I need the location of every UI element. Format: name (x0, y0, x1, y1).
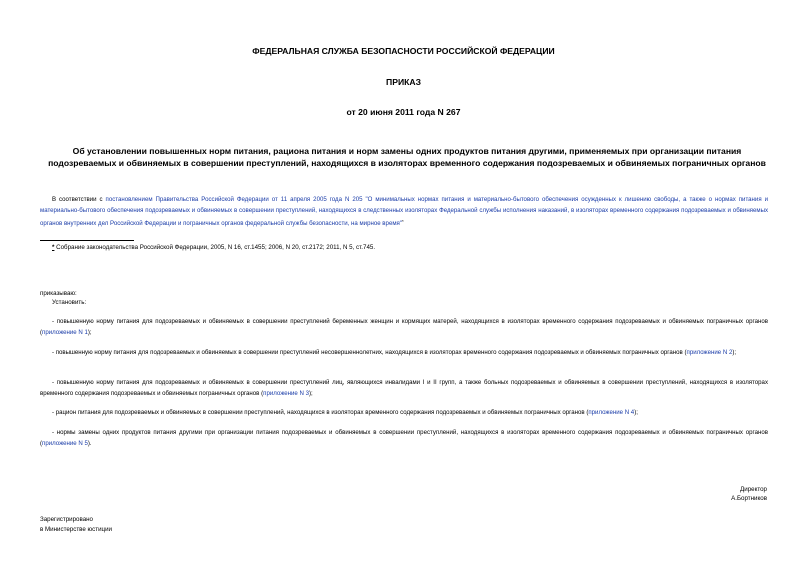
order-item-3-tail: ); (309, 389, 313, 397)
agency-title: ФЕДЕРАЛЬНАЯ СЛУЖБА БЕЗОПАСНОСТИ РОССИЙСКОЙ ФЕДЕРАЦИИ (252, 46, 555, 56)
appendix-4-link[interactable]: приложение N 4 (588, 409, 635, 416)
order-item-1 (40, 317, 768, 339)
order-item-5-tail: ). (87, 439, 92, 447)
order-item-4-tail: ); (634, 409, 638, 416)
document-subject: Об установлении повышенных норм питания, рациона питания и норм замены одних продуктов питания другими, применяемых при организации питания подозреваемых и обвиняемых в совершении преступлений, находящихся в изоляторах временного содержания подозреваемых и обвиняемых пограничных органов (48, 146, 766, 168)
footnote (52, 243, 375, 252)
order-item-1-text: - повышенную норму питания для подозреваемых и обвиняемых в совершении преступлений беременных женщин и кормящих матерей, находящихся в изоляторах временного содержания подозреваемых и обвиняемых пограничных органов ( (40, 318, 768, 336)
footnote-text: Собрание законодательства Российской Федерации, 2005, N 16, ст.1455; 2006, N 20, ст.2172; 2011, N 5, ст.745. (54, 244, 376, 251)
registration-line-2: в Министерстве юстиции (40, 526, 113, 533)
registration-line-1: Зарегистрировано (40, 516, 93, 523)
order-item-1-tail: ); (87, 328, 92, 336)
order-item-2-tail: ); (732, 349, 737, 356)
order-item-3 (40, 378, 768, 400)
doc-type: ПРИКАЗ (386, 77, 421, 87)
order-item-4 (40, 408, 768, 419)
order-item-4-text: - рацион питания для подозреваемых и обвиняемых в совершении преступлений, находящихся в изоляторах временного содержания подозреваемых и обвиняемых пограничных органов ( (52, 409, 589, 416)
footnote-divider (40, 240, 134, 241)
appendix-1-link[interactable]: приложение N 1 (42, 328, 88, 336)
order-item-2-text: - повышенную норму питания для подозреваемых и обвиняемых в совершении преступлений несовершеннолетних, находящихся в изоляторах временного содержания подозреваемых и обвиняемых пограничных органов ( (52, 349, 687, 356)
footnote-mark: * (52, 244, 55, 251)
order-item-5-text: - нормы замены одних продуктов питания другими при организации питания подозреваемых и обвиняемых в совершении преступлений, находящихся в изоляторах временного содержания подозреваемых и обвиняемых пограничных органов ( (40, 429, 768, 447)
order-item-5 (40, 428, 768, 450)
footnote-ref[interactable]: * (401, 218, 404, 224)
appendix-5-link[interactable]: приложение N 5 (42, 439, 88, 447)
appendix-3-link[interactable]: приложение N 3 (263, 389, 309, 397)
date-number: от 20 июня 2011 года N 267 (346, 107, 461, 117)
appendix-2-link[interactable]: приложение N 2 (686, 349, 733, 356)
order-establish: Установить: (52, 299, 87, 306)
order-item-2 (40, 348, 768, 359)
signatory-name: А.Бортников (731, 495, 767, 502)
order-item-3-text: - повышенную норму питания для подозреваемых и обвиняемых в совершении преступлений лиц, являющихся инвалидами I и II групп, а также больных подозреваемых и обвиняемых в совершении преступлений, находящихся в изоляторах временного содержания подозреваемых и обвиняемых пограничных органов ( (40, 379, 768, 397)
government-decree-link[interactable]: постановлением Правительства Российской Федерации от 11 апреля 2005 года N 205 "О минимальных нормах питания и материально-бытового обеспечения осужденных к лишению свободы, а также о нормах питания и материально-бытового обеспечения подозреваемых и обвиняемых в совершении преступлений, находящихся в следственных изоляторах Федеральной службы исполнения наказаний, в изоляторах временного содержания подозреваемых и обвиняемых органов внутренних дел Российской Федерации и пограничных органов федеральной службы безопасности, на мирное время" (40, 196, 768, 227)
order-verb: приказываю: (40, 290, 77, 297)
signatory-title: Директор (740, 486, 767, 493)
preamble-lead: В соответствии с (52, 196, 106, 203)
preamble (40, 195, 768, 229)
